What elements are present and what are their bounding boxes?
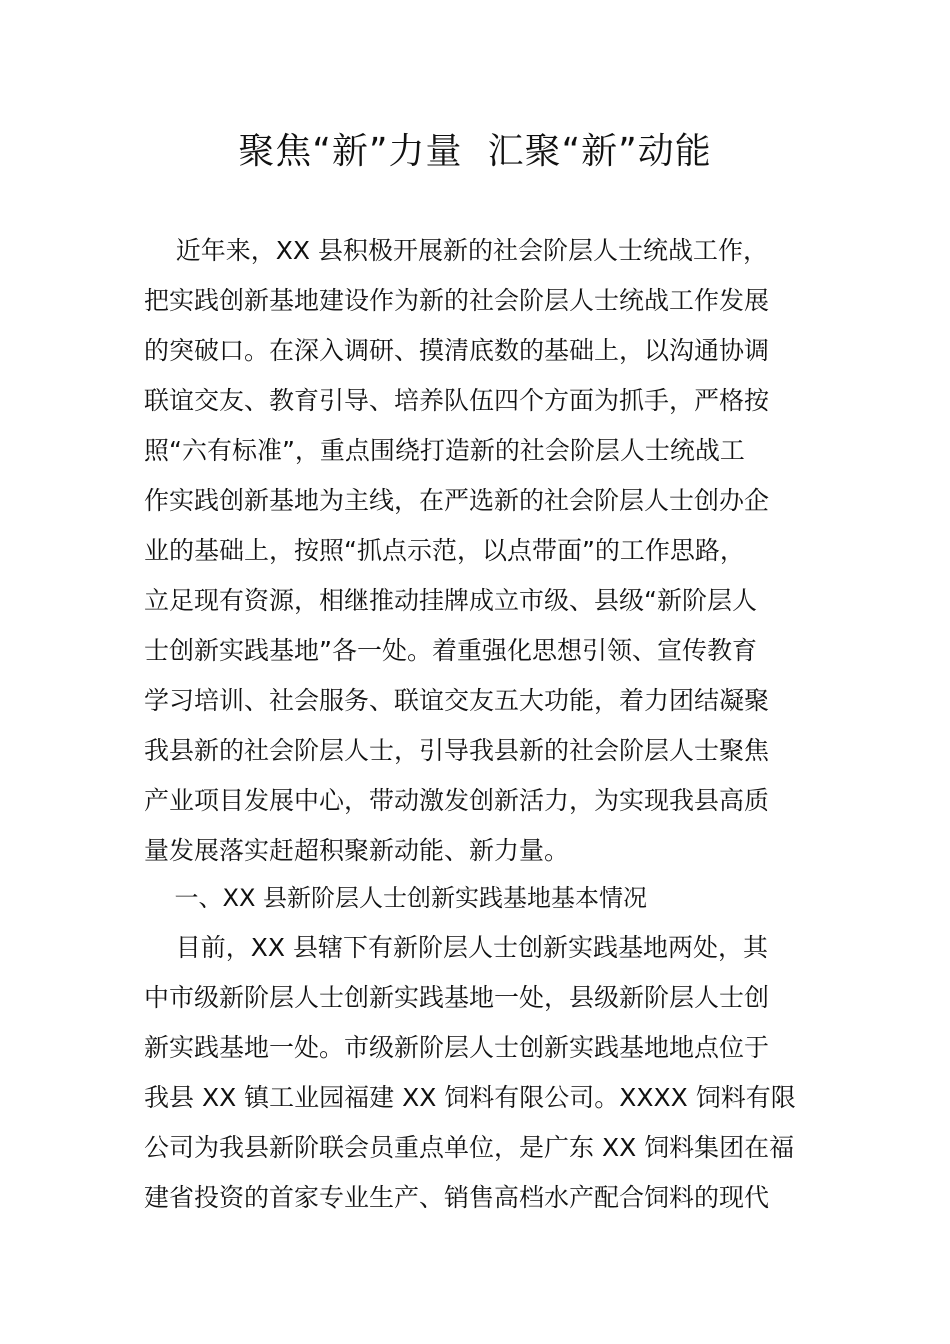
document-title: 聚焦“新”力量 汇聚“新”动能 <box>238 131 712 172</box>
paragraph-line: 目前，XX 县辖下有新阶层人士创新实践基地两处，其 <box>144 933 768 962</box>
paragraph-line: 新实践基地一处。市级新阶层人士创新实践基地地点位于 <box>144 1033 770 1062</box>
paragraph-line: 我县新的社会阶层人士，引导我县新的社会阶层人士聚焦 <box>144 736 770 765</box>
paragraph-line: 照“六有标准”，重点围绕打造新的社会阶层人士统战工 <box>144 436 745 465</box>
paragraph-line: 建省投资的首家专业生产、销售高档水产配合饲料的现代 <box>144 1183 770 1212</box>
paragraph-line: 公司为我县新阶联会员重点单位，是广东 XX 饲料集团在福 <box>144 1133 795 1162</box>
paragraph-line: 立足现有资源，相继推动挂牌成立市级、县级“新阶层人 <box>144 586 757 615</box>
paragraph-line: 的突破口。在深入调研、摸清底数的基础上，以沟通协调 <box>144 336 770 365</box>
paragraph-line: 近年来，XX 县积极开展新的社会阶层人士统战工作， <box>144 236 768 265</box>
paragraph-line: 士创新实践基地”各一处。着重强化思想引领、宣传教育 <box>144 636 757 665</box>
paragraph-line: 作实践创新基地为主线，在严选新的社会阶层人士创办企 <box>144 486 770 515</box>
paragraph-line: 量发展落实赶超积聚新动能、新力量。 <box>144 836 570 865</box>
paragraph-line: 联谊交友、教育引导、培养队伍四个方面为抓手，严格按 <box>144 386 770 415</box>
section-heading: 一、XX 县新阶层人士创新实践基地基本情况 <box>144 884 648 912</box>
paragraph-line: 产业项目发展中心，带动激发创新活力，为实现我县高质 <box>144 786 770 815</box>
paragraph-line: 学习培训、社会服务、联谊交友五大功能，着力团结凝聚 <box>144 686 770 715</box>
paragraph-line: 我县 XX 镇工业园福建 XX 饲料有限公司。XXXX 饲料有限 <box>144 1083 796 1112</box>
paragraph-line: 中市级新阶层人士创新实践基地一处，县级新阶层人士创 <box>144 983 770 1012</box>
paragraph-line: 把实践创新基地建设作为新的社会阶层人士统战工作发展 <box>144 286 770 315</box>
paragraph-line: 业的基础上，按照“抓点示范，以点带面”的工作思路， <box>144 536 745 565</box>
